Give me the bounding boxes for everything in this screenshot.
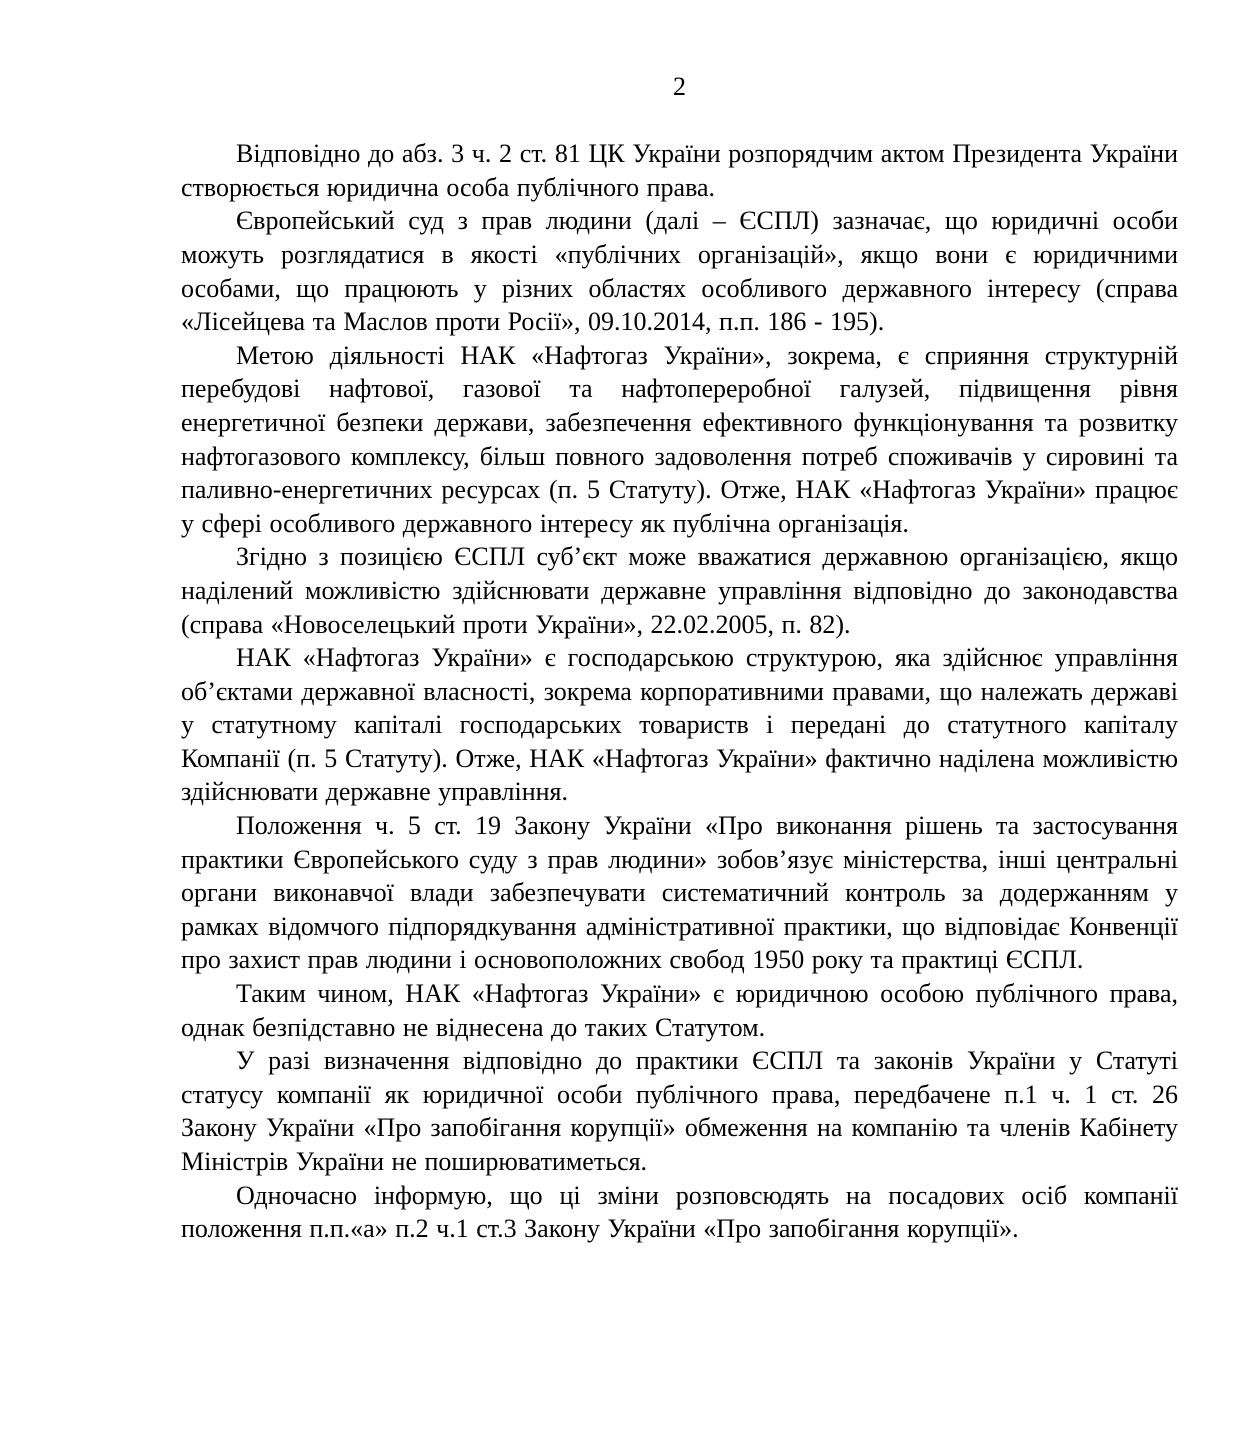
paragraph-5: НАК «Нафтогаз України» є господарською структурою, яка здійснює управління об’єктами державної власності, зокрема корпоративними правами, що належать державі у статутному капіталі господарських товариств і передані до статутного капіталу Компанії (п. 5 Статуту). Отже, НАК «Нафтогаз України» фактично наділена можливістю здійснювати державне управління.	[181, 643, 1178, 807]
paragraph-9: Одночасно інформую, що ці зміни розповсюдять на посадових осіб компанії положення п.п.«а» п.2 ч.1 ст.3 Закону України «Про запобігання корупції».	[181, 1180, 1178, 1244]
paragraph-2: Європейський суд з прав людини (далі – ЄСПЛ) зазначає, що юридичні особи можуть розглядатися в якості «публічних організацій», якщо вони є юридичними особами, що працюють у різних областях особливого державного інтересу (справа «Лісейцева та Маслов проти Росії», 09.10.2014, п.п. 186 - 195).	[181, 206, 1178, 337]
paragraph-6: Положення ч. 5 ст. 19 Закону України «Про виконання рішень та застосування практики Європейського суду з прав людини» зобов’язує міністерства, інші центральні органи виконавчої влади забезпечувати систематичний контроль за додержанням у рамках відомчого підпорядкування адміністративної практики, що відповідає Конвенції про захист прав людини і основоположних свобод 1950 року та практиці ЄСПЛ.	[181, 811, 1178, 975]
document-body	[181, 137, 1178, 1246]
paragraph-7: Таким чином, НАК «Нафтогаз України» є юридичною особою публічного права, однак безпідставно не віднесена до таких Статутом.	[181, 979, 1178, 1042]
page-number: 2	[673, 72, 686, 101]
paragraph-8: У разі визначення відповідно до практики ЄСПЛ та законів України у Статуті статусу компанії як юридичної особи публічного права, передбачене п.1 ч. 1 ст. 26 Закону України «Про запобігання корупції» обмеження на компанію та членів Кабінету Міністрів України не поширюватиметься.	[181, 1046, 1178, 1176]
paragraph-3: Метою діяльності НАК «Нафтогаз України», зокрема, є сприяння структурній перебудові нафтової, газової та нафтопереробної галузей, підвищення рівня енергетичної безпеки держави, забезпечення ефективного функціонування та розвитку нафтогазового комплексу, більш повного задоволення потреб споживачів у сировині та паливно-енергетичних ресурсах (п. 5 Статуту). Отже, НАК «Нафтогаз України» працює у сфері особливого державного інтересу як публічна організація.	[181, 340, 1178, 538]
paragraph-1: Відповідно до абз. 3 ч. 2 ст. 81 ЦК України розпорядчим актом Президента України створюється юридична особа публічного права.	[181, 139, 1178, 202]
paragraph-4: Згідно з позицією ЄСПЛ суб’єкт може вважатися державною організацією, якщо наділений можливістю здійснювати державне управління відповідно до законодавства (справа «Новоселецький проти України», 22.02.2005, п. 82).	[181, 542, 1178, 639]
